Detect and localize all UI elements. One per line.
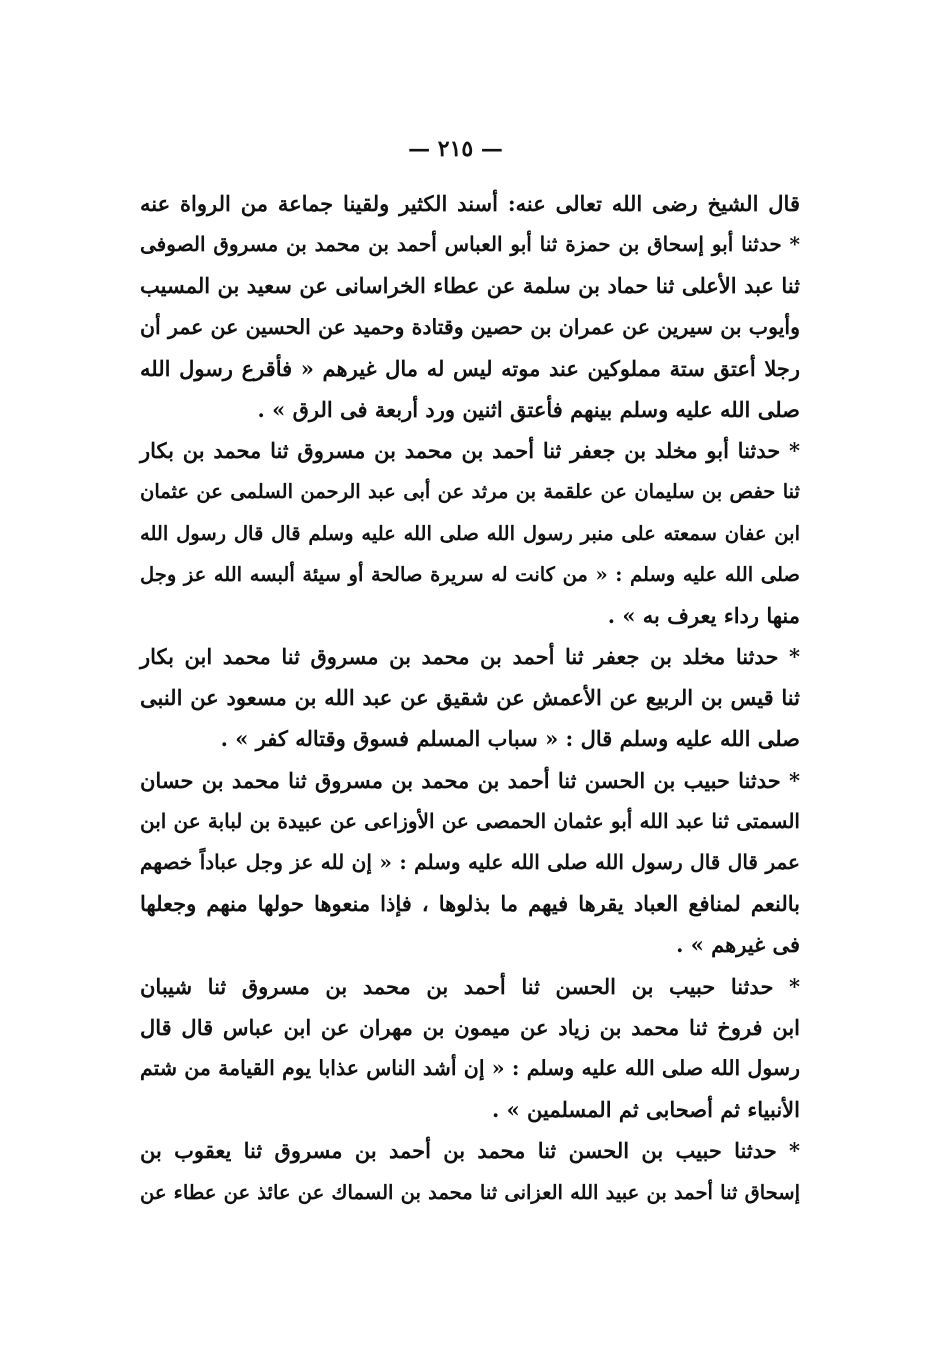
text-line: * حدثنا أبو مخلد بن جعفر ثنا أحمد بن محمد بن مسروق ثنا محمد بن بكار [140,438,800,464]
text-line: صلى الله عليه وسلم قال : « سباب المسلم فسوق وقتاله كفر » . [220,726,800,752]
text-line: قال الشيخ رضى الله تعالى عنه: أسند الكثير ولقينا جماعة من الرواة عنه [140,191,800,216]
text-line: السمتى ثنا عبد الله أبو عثمان الحمصى عن الأوزاعى عن عبيدة بن لبابة عن ابن [140,808,800,833]
text-line: * حدثنا مخلد بن جعفر ثنا أحمد بن محمد بن مسروق ثنا محمد ابن بكار [140,644,800,670]
text-line: رسول الله صلى الله عليه وسلم : « إن أشد الناس عذابا يوم القيامة من شتم [140,1055,800,1080]
text-line: * حدثنا حبيب بن الحسن ثنا أحمد بن محمد بن مسروق ثنا محمد بن حسان [140,767,800,793]
text-line: وأيوب بن سيرين عن عمران بن حصين وقتادة وحميد عن الحسين عن عمر أن [140,314,800,339]
text-line: صلى الله عليه وسلم بينهم فأعتق اثنين ورد أربعة فى الرق » . [257,396,800,422]
text-line: بالنعم لمنافع العباد يقرها فيهم ما بذلوها ، فإذا منعوها حولها منهم وجعلها [140,891,800,917]
text-line: الأنبياء ثم أصحابى ثم المسلمين » . [491,1097,800,1123]
text-line: * حدثنا حبيب بن الحسن ثنا أحمد بن محمد بن مسروق ثنا شيبان [140,973,800,999]
text-line: * حدثنا أبو إسحاق بن حمزة ثنا أبو العباس أحمد بن محمد بن مسروق الصوفى [140,232,800,257]
text-line: ثنا عبد الأعلى ثنا حماد بن سلمة عن عطاء الخراسانى عن سعيد بن المسيب [140,273,800,299]
text-line: إسحاق ثنا أحمد بن عبيد الله العزانى ثنا محمد بن السماك عن عائذ عن عطاء عن [140,1180,800,1204]
text-line: صلى الله عليه وسلم : « من كانت له سريرة صالحة أو سيئة ألبسه الله عز وجل [140,562,800,586]
page-number: — ٢١٥ — [408,136,503,162]
page-body-text [140,183,800,1213]
text-line: * حدثنا حبيب بن الحسن ثنا محمد بن أحمد بن مسروق ثنا يعقوب بن [140,1138,800,1164]
text-line: عمر قال قال رسول الله صلى الله عليه وسلم : « إن لله عز وجل عباداً خصهم [140,850,800,874]
text-line: منها رداء يعرف به » . [607,602,800,628]
text-line: ابن فروخ ثنا محمد بن زياد عن ميمون بن مهران عن ابن عباس قال قال [140,1014,800,1040]
text-line: ثنا حفص بن سليمان عن علقمة بن مرثد عن أبى عبد الرحمن السلمى عن عثمان [140,480,800,504]
text-line: ابن عفان سمعته على منبر رسول الله صلى الله عليه وسلم قال قال رسول الله [140,521,800,545]
text-line: رجلا أعتق ستة مملوكين عند موته ليس له مال غيرهم « فأقرع رسول الله [140,355,800,381]
text-line: ثنا قيس بن الربيع عن الأعمش عن شقيق عن عبد الله بن مسعود عن النبى [140,685,800,711]
text-line: فى غيرهم » . [676,932,800,958]
